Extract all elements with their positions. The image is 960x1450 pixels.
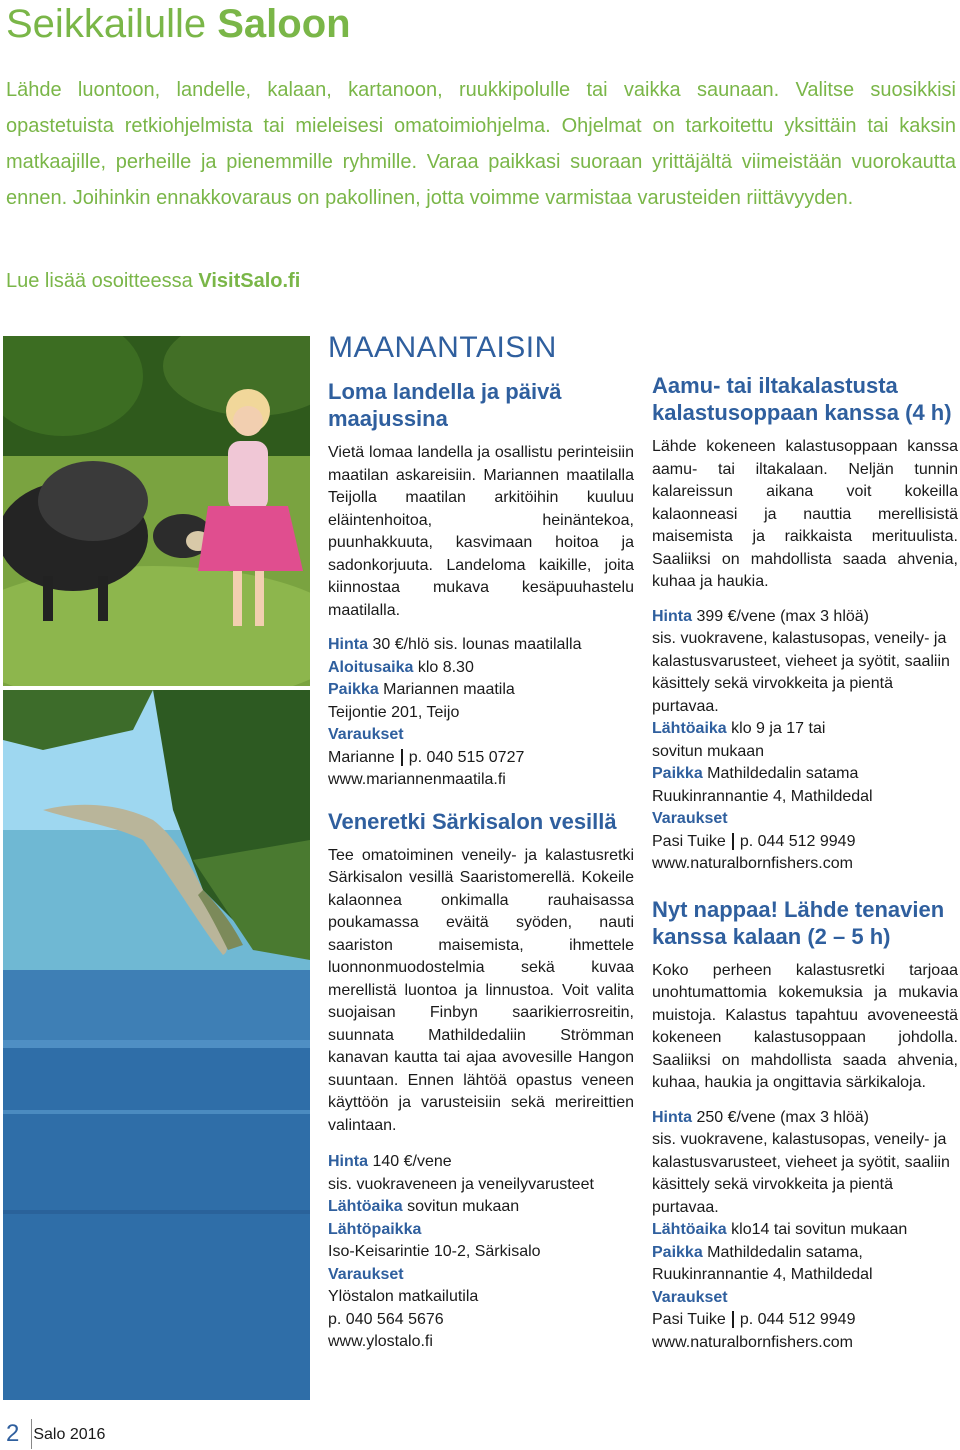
kids-place <box>652 1242 958 1265</box>
separator-bar <box>401 749 403 766</box>
kids-place-label: Paikka <box>652 1243 703 1261</box>
farm-description: Vietä lomaa landella ja osallistu perinteisiin maatilan askareisiin. Mariannen maatilalla Teijolla maatilan arkitöihin kuuluu eläintenhoitoa, heinäntekoa, puunhakkuuta, kasvimaan hoitoa ja sadonkorjuuta. Landeloma kaikille, joita kiinnostaa mukava kesäpuuhastelu maatilalla. <box>328 444 634 619</box>
boat-departure-value: sovitun mukaan <box>407 1198 520 1215</box>
page-footer <box>6 1419 105 1450</box>
kids-booking-name: Pasi Tuike <box>652 1311 726 1328</box>
boat-departure-place-label: Lähtöpaikka <box>328 1220 422 1238</box>
kids-departure-value: klo14 tai sovitun mukaan <box>731 1221 908 1238</box>
fishing-departure-label: Lähtöaika <box>652 720 727 737</box>
monday-heading: MAANANTAISIN <box>328 331 557 364</box>
intro-text: Lähde luontoon, landelle, kalaan, kartanoon, ruukkipolulle tai vaikka saunaan. Valitse suosikkisi opastetuista retkiohjelmista tai mieleisesi omatoimiohjelma. Ohjelmat on tarkoitettu yksittäin tai kaksin matkaajille, perheille ja pienemmille ryhmille. Varaa paikkasi suoraan yrittäjältä viimeistään vuorokautta ennen. Joihinkin ennakkovaraus on pakollinen, jotta voimme varmistaa varusteiden riittävyyden. <box>6 79 956 209</box>
boat-description: Tee omatoiminen veneily- ja kalastusretki Särkisalon vesillä Saaristomerellä. Kokeile kalaonnea onkimalla rauhaisassa poukamassa eväitä syöden, nauti saariston maisemista, ihmettele luonnonmuodostelmia sekä kuvaa merellistä luontoa ja linnustoa. Voit valita suojaisan Finbyn saarikierrosreitin, suunnata Mathildedaliin Strömman kanavan kautta tai ajaa avovesille Hangon suuntaan. Ennen lähtöä opastus veneen käyttöön ja varusteisiin sekä merireittien valintaan. <box>328 846 634 1134</box>
boat-price-extra: sis. vuokraveneen ja veneilyvarusteet <box>328 1175 594 1193</box>
kids-address: Ruukinrannantie 4, Mathildedal <box>652 1266 873 1283</box>
boat-departure <box>328 1196 634 1219</box>
boat-booking-name: Ylöstalon matkailutila <box>328 1288 479 1305</box>
fishing-booking-contact <box>652 831 958 854</box>
fishing-booking-phone: p. 044 512 9949 <box>739 832 856 850</box>
kids-price-label: Hinta <box>652 1108 692 1126</box>
separator-bar <box>732 1311 734 1328</box>
page-number: 2 <box>6 1420 20 1447</box>
boat-departure-place: Iso-Keisarintie 10-2, Särkisalo <box>328 1243 541 1260</box>
more-info-line <box>6 266 300 296</box>
farm-place <box>328 679 634 702</box>
farm-price-label: Hinta <box>328 636 368 653</box>
boat-price-label: Hinta <box>328 1153 368 1170</box>
kids-price <box>652 1107 958 1130</box>
farm-start-value: klo 8.30 <box>417 658 474 676</box>
fishing-place-value: Mathildedalin satama <box>707 765 859 782</box>
publication-name: Salo 2016 <box>33 1426 106 1443</box>
page-title <box>6 2 351 46</box>
fishing-price-value: 399 €/vene (max 3 hlöä) <box>696 607 869 625</box>
boat-booking-label: Varaukset <box>328 1265 404 1283</box>
fishing-address: Ruukinrannantie 4, Mathildedal <box>652 787 873 805</box>
boat-website-link[interactable]: www.ylostalo.fi <box>328 1333 433 1350</box>
lake-photo-illustration <box>3 690 310 1400</box>
fishing-departure <box>652 718 958 741</box>
kids-departure-label: Lähtöaika <box>652 1221 727 1238</box>
boat-title: Veneretki Särkisalon vesillä <box>328 808 617 834</box>
kids-description: Koko perheen kalastusretki tarjoaa unohtumattomia kokemuksia ja mukavia muistoja. Kalastus tapahtuu avoveneestä kokeneen kalastusoppaan johdolla. Saaliiksi on mahdollista saada ahvenia, kuhaa, haukia ja ongittavia särkikaloja. <box>652 961 958 1091</box>
farm-booking-label: Varaukset <box>328 726 404 743</box>
title-light: Seikkailulle <box>6 2 207 46</box>
boat-price-value: 140 €/vene <box>372 1153 452 1170</box>
kids-price-value: 250 €/vene (max 3 hlöä) <box>696 1108 869 1126</box>
kids-website-link[interactable]: www.naturalbornfishers.com <box>652 1333 853 1351</box>
kids-booking-phone: p. 044 512 9949 <box>739 1311 856 1328</box>
farm-booking-name: Marianne <box>328 748 395 766</box>
footer-divider <box>31 1419 32 1449</box>
fishing-booking-label: Varaukset <box>652 810 728 827</box>
farm-photo <box>3 336 310 686</box>
farm-price <box>328 634 634 657</box>
intro-paragraph <box>6 72 956 216</box>
boat-price <box>328 1151 634 1174</box>
fishing-column <box>652 372 958 1354</box>
farm-photo-illustration <box>3 336 310 686</box>
visitsalo-link[interactable]: VisitSalo.fi <box>198 270 301 292</box>
boat-booking-phone: p. 040 564 5676 <box>328 1310 444 1328</box>
separator-bar <box>732 833 734 850</box>
farm-website-link[interactable]: www.mariannenmaatila.fi <box>328 771 506 788</box>
kids-title: Nyt nappaa! Lähde tenavien kanssa kalaan (2 – 5 h) <box>652 896 945 949</box>
farm-start <box>328 657 634 680</box>
farm-place-label: Paikka <box>328 681 379 698</box>
fishing-title: Aamu- tai iltakalastusta kalastusoppaan kanssa (4 h) <box>652 373 952 425</box>
kids-booking-label: Varaukset <box>652 1288 728 1306</box>
fishing-website-link[interactable]: www.naturalbornfishers.com <box>652 855 853 872</box>
fishing-price <box>652 606 958 629</box>
farm-address: Teijontie 201, Teijo <box>328 703 460 721</box>
fishing-departure-value: klo 9 ja 17 tai <box>731 720 826 737</box>
farm-start-label: Aloitusaika <box>328 658 414 676</box>
fishing-departure-value-2: sovitun mukaan <box>652 742 765 760</box>
fishing-place-label: Paikka <box>652 765 703 782</box>
farm-price-value: 30 €/hlö sis. lounas maatilalla <box>372 636 582 653</box>
fishing-booking-name: Pasi Tuike <box>652 832 726 850</box>
fishing-description: Lähde kokeneen kalastusoppaan kanssa aamu- tai iltakalaan. Neljän tunnin kalareissun aikana voit kokeilla kalaonneasi ja nauttia merellisistä maisemista ja raikkaista merituulista. Saaliiksi on mahdollista saada ahvenia, kuhaa ja haukia. <box>652 438 958 590</box>
more-info-text: Lue lisää osoitteessa <box>6 270 193 292</box>
farm-booking-contact <box>328 747 634 770</box>
kids-booking-contact <box>652 1309 958 1332</box>
fishing-place <box>652 763 958 786</box>
fishing-price-label: Hinta <box>652 607 692 625</box>
title-bold: Saloon <box>217 2 351 46</box>
kids-price-extra: sis. vuokravene, kalastusopas, veneily- ja kalastusvarusteet, vieheet ja syötit, saaliin käsittely sekä virvokkeita ja pientä purtavaa. <box>652 1131 950 1216</box>
boat-departure-label: Lähtöaika <box>328 1198 403 1215</box>
fishing-price-extra: sis. vuokravene, kalastusopas, veneily- ja kalastusvarusteet, vieheet ja syötit, saaliin käsittely sekä virvokkeita ja pientä purtavaa. <box>652 630 950 715</box>
monday-column <box>328 328 634 1354</box>
kids-place-value: Mathildedalin satama, <box>707 1243 863 1261</box>
farm-title: Loma landella ja päivä maajussina <box>328 379 562 431</box>
farm-booking-phone: p. 040 515 0727 <box>408 748 525 766</box>
lake-photo <box>3 690 310 1400</box>
farm-place-value: Mariannen maatila <box>383 681 515 698</box>
kids-departure <box>652 1219 958 1242</box>
